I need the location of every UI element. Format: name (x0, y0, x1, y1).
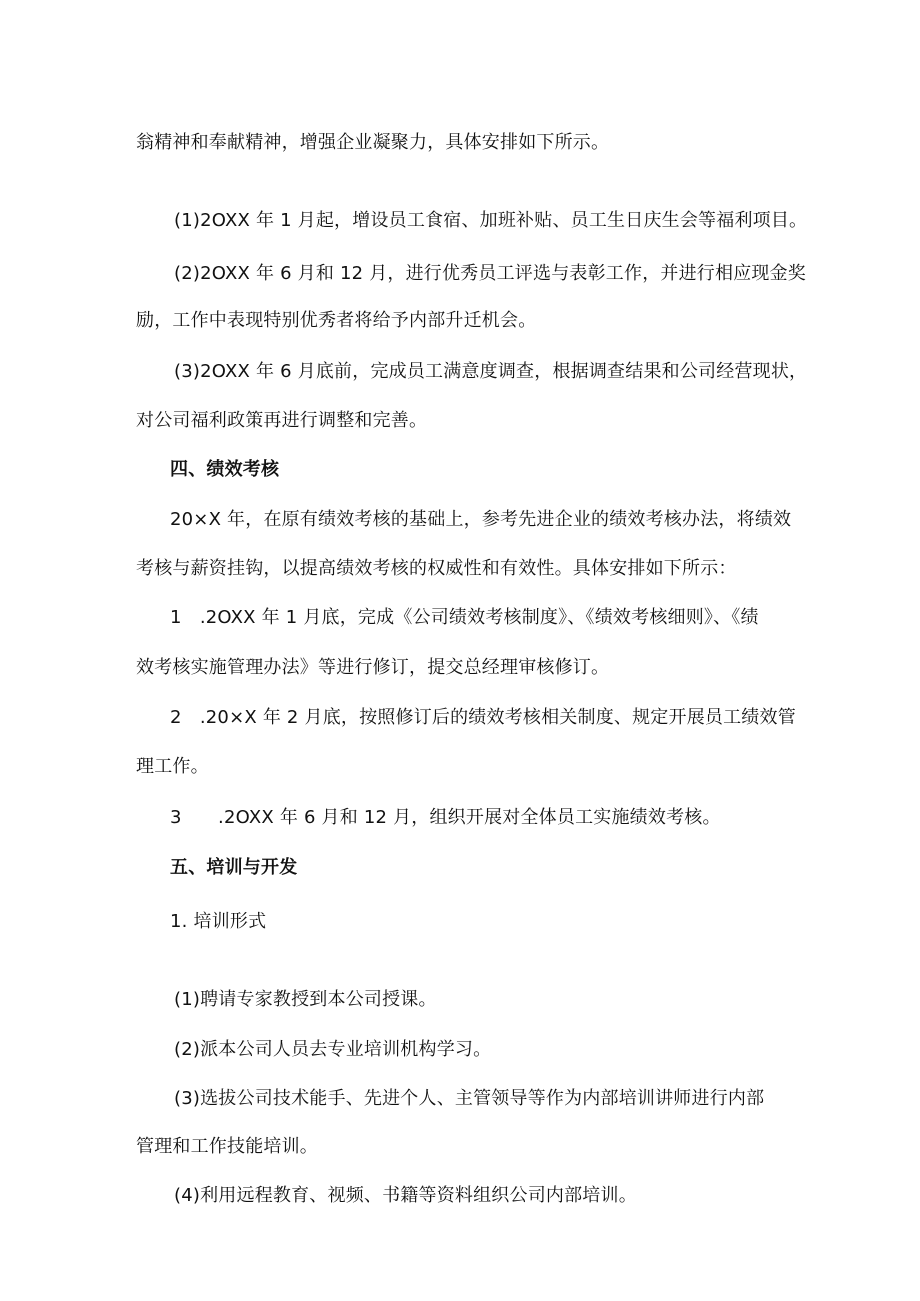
list-item-performance-2: 2 .20×X 年 2 月底，按照修订后的绩效考核相关制度、规定开展员工绩效管 (170, 707, 796, 728)
list-item-training-3-cont: 管理和工作技能培训。 (136, 1136, 318, 1157)
list-item-benefit-1: (1)2OXX 年 1 月起，增设员工食宿、加班补贴、员工生日庆生会等福利项目。 (174, 210, 808, 231)
list-item-benefit-3: (3)2OXX 年 6 月底前，完成员工满意度调查，根据调查结果和公司经营现状， (174, 361, 808, 382)
list-item-benefit-2: (2)2OXX 年 6 月和 12 月，进行优秀员工评选与表彰工作，并进行相应现金奖 (174, 263, 806, 284)
paragraph-line: 20×X 年，在原有绩效考核的基础上，参考先进企业的绩效考核办法，将绩效 (170, 509, 792, 530)
subheading-training-form: 1. 培训形式 (170, 911, 267, 932)
list-item-training-3: (3)选拔公司技术能手、先进个人、主管领导等作为内部培训讲师进行内部 (174, 1088, 765, 1109)
list-item-benefit-2-cont: 励，工作中表现特别优秀者将给予内部升迁机会。 (136, 310, 537, 331)
section-heading-training: 五、培训与开发 (170, 857, 298, 878)
section-heading-performance: 四、绩效考核 (170, 459, 280, 480)
list-item-benefit-3-cont: 对公司福利政策再进行调整和完善。 (136, 410, 428, 431)
paragraph-line: 翁精神和奉献精神，增强企业凝聚力，具体安排如下所示。 (136, 132, 610, 153)
list-item-performance-1: 1 .2OXX 年 1 月底，完成《公司绩效考核制度》、《绩效考核细则》、《绩 (170, 607, 759, 628)
list-item-performance-3: 3 .2OXX 年 6 月和 12 月，组织开展对全体员工实施绩效考核。 (170, 807, 721, 828)
list-item-training-4: (4)利用远程教育、视频、书籍等资料组织公司内部培训。 (174, 1185, 637, 1206)
list-item-performance-2-cont: 理工作。 (136, 756, 209, 777)
list-item-performance-1-cont: 效考核实施管理办法》等进行修订，提交总经理审核修订。 (136, 657, 610, 678)
list-item-training-2: (2)派本公司人员去专业培训机构学习。 (174, 1039, 492, 1060)
list-item-training-1: (1)聘请专家教授到本公司授课。 (174, 989, 437, 1010)
paragraph-line: 考核与薪资挂钩，以提高绩效考核的权威性和有效性。具体安排如下所示： (136, 558, 737, 579)
